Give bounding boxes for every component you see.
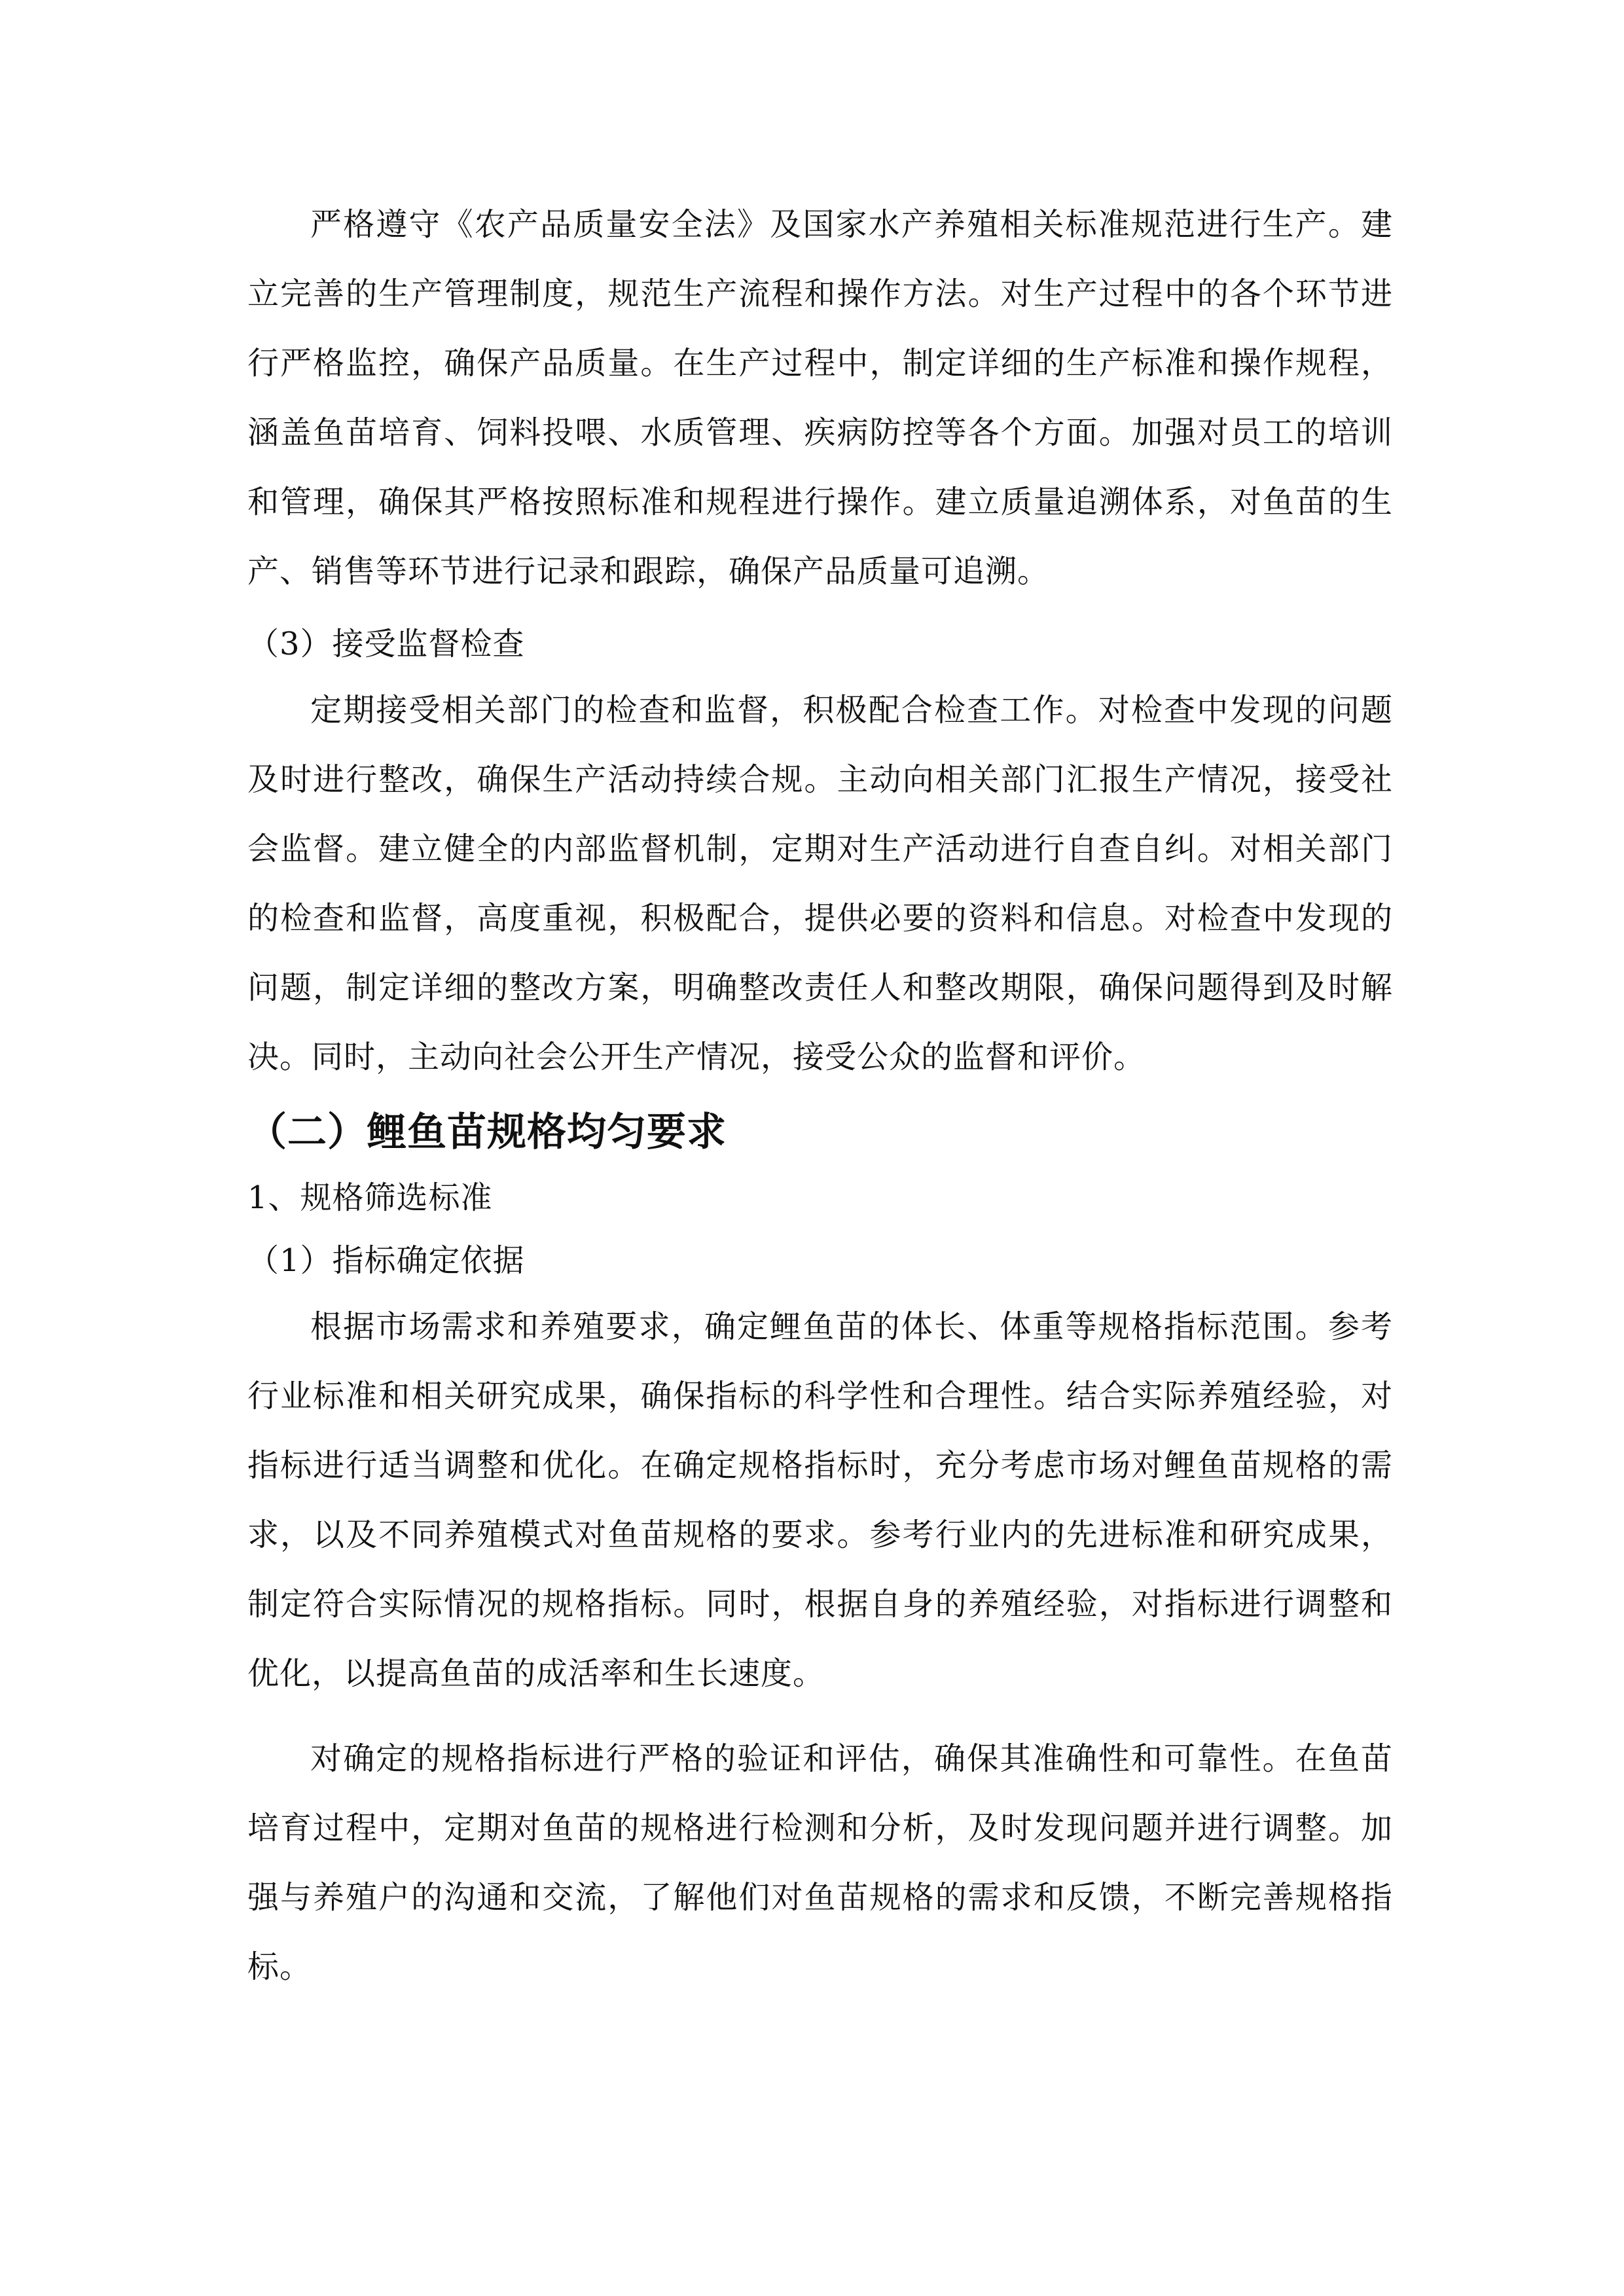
document-page <box>247 190 1393 2001</box>
subheading-screening-standards: 1、规格筛选标准 <box>247 1179 493 1216</box>
paragraph-indicator-validation: 对确定的规格指标进行严格的验证和评估，确保其准确性和可靠性。在鱼苗培育过程中，定期对鱼苗的规格进行检测和分析，及时发现问题并进行调整。加强与养殖户的沟通和交流，了解他们对鱼苗规格的需求和反馈，不断完善规格指标。 <box>247 1740 1393 1985</box>
paragraph-supervision: 定期接受相关部门的检查和监督，积极配合检查工作。对检查中发现的问题及时进行整改，确保生产活动持续合规。主动向相关部门汇报生产情况，接受社会监督。建立健全的内部监督机制，定期对生产活动进行自查自纠。对相关部门的检查和监督，高度重视，积极配合，提供必要的资料和信息。对检查中发现的问题，制定详细的整改方案，明确整改责任人和整改期限，确保问题得到及时解决。同时，主动向社会公开生产情况，接受公众的监督和评价。 <box>247 692 1393 1075</box>
paragraph-indicator-basis: 根据市场需求和养殖要求，确定鲤鱼苗的体长、体重等规格指标范围。参考行业标准和相关研究成果，确保指标的科学性和合理性。结合实际养殖经验，对指标进行适当调整和优化。在确定规格指标时，充分考虑市场对鲤鱼苗规格的需求，以及不同养殖模式对鱼苗规格的要求。参考行业内的先进标准和研究成果，制定符合实际情况的规格指标。同时，根据自身的养殖经验，对指标进行调整和优化，以提高鱼苗的成活率和生长速度。 <box>247 1308 1393 1692</box>
subheading-indicator-basis: （1）指标确定依据 <box>247 1242 525 1279</box>
paragraph-production-standards: 严格遵守《农产品质量安全法》及国家水产养殖相关标准规范进行生产。建立完善的生产管理制度，规范生产流程和操作方法。对生产过程中的各个环节进行严格监控，确保产品质量。在生产过程中，制定详细的生产标准和操作规程，涵盖鱼苗培育、饲料投喂、水质管理、疾病防控等各个方面。加强对员工的培训和管理，确保其严格按照标准和规程进行操作。建立质量追溯体系，对鱼苗的生产、销售等环节进行记录和跟踪，确保产品质量可追溯。 <box>247 206 1393 590</box>
section-heading-uniform-size: （二）鲤鱼苗规格均匀要求 <box>247 1109 727 1155</box>
subheading-supervision: （3）接受监督检查 <box>247 626 525 662</box>
